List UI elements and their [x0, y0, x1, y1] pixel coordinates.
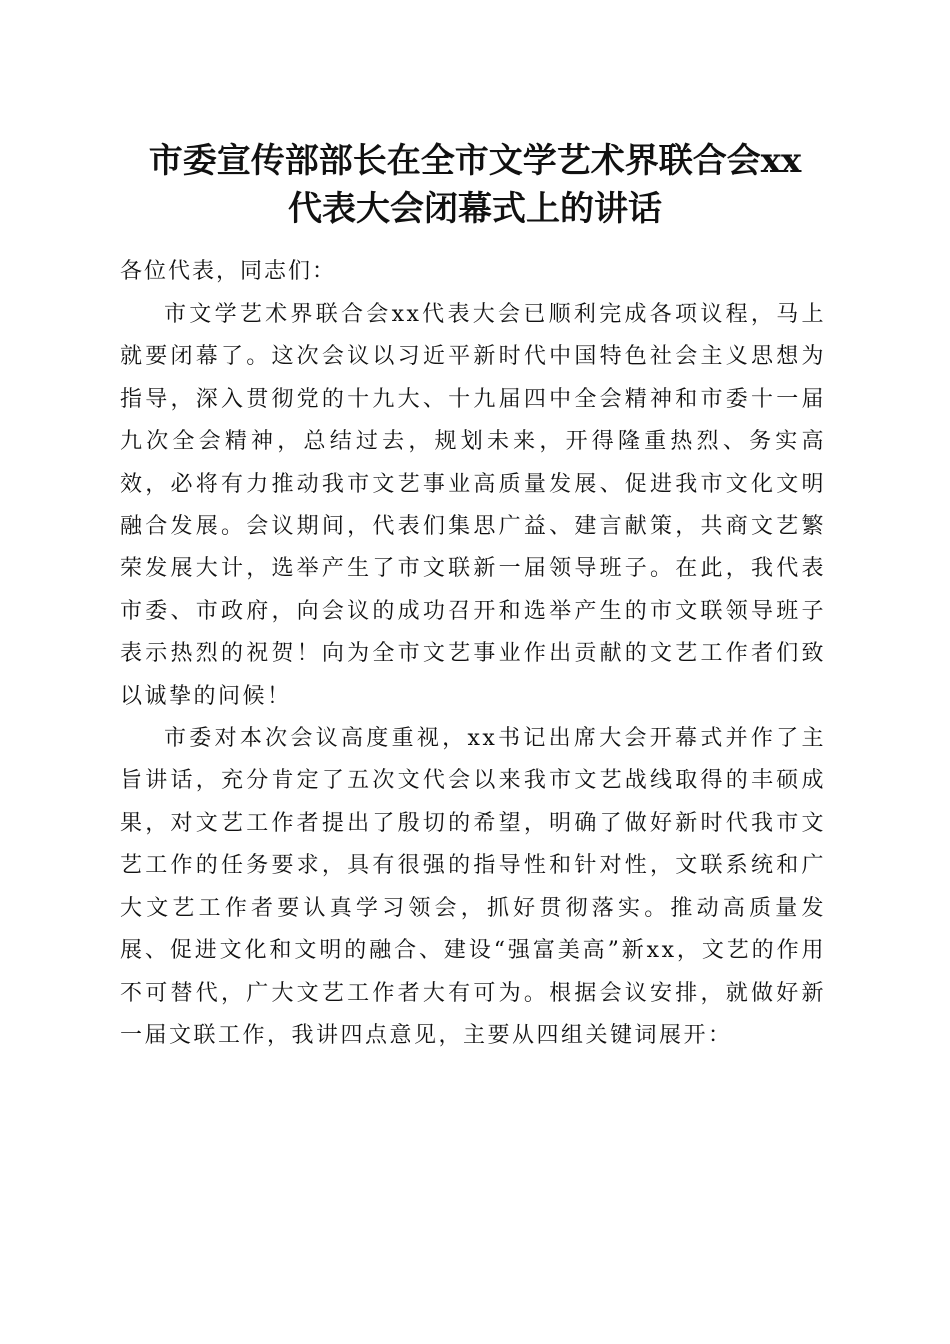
- document-title: [100, 137, 850, 233]
- paragraph-1: 市文学艺术界联合会xx代表大会已顺利完成各项议程，马上就要闭幕了。这次会议以习近平新时代中国特色社会主义思想为指导，深入贯彻党的十九大、十九届四中全会精神和市委十一届九次全会精神，总结过去，规划未来，开得隆重热烈、务实高效，必将有力推动我市文艺事业高质量发展、促进我市文化文明融合发展。会议期间，代表们集思广益、建言献策，共商文艺繁荣发展大计，选举产生了市文联新一届领导班子。在此，我代表市委、市政府，向会议的成功召开和选举产生的市文联领导班子表示热烈的祝贺！向为全市文艺事业作出贡献的文艺工作者们致以诚挚的问候！: [120, 302, 826, 709]
- document-body: [120, 250, 826, 1057]
- paragraph-2: 市委对本次会议高度重视，xx书记出席大会开幕式并作了主旨讲话，充分肯定了五次文代会以来我市文艺战线取得的丰硕成果，对文艺工作者提出了殷切的希望，明确了做好新时代我市文艺工作的任务要求，具有很强的指导性和针对性，文联系统和广大文艺工作者要认真学习领会，抓好贯彻落实。推动高质量发展、促进文化和文明的融合、建设“强富美高”新xx，文艺的作用不可替代，广大文艺工作者大有可为。根据会议安排，就做好新一届文联工作，我讲四点意见，主要从四组关键词展开：: [120, 726, 826, 1048]
- title-line-2: 代表大会闭幕式上的讲话: [288, 189, 662, 229]
- salutation: 各位代表，同志们：: [120, 259, 337, 284]
- title-line-1: 市委宣传部部长在全市文学艺术界联合会xx: [148, 141, 802, 181]
